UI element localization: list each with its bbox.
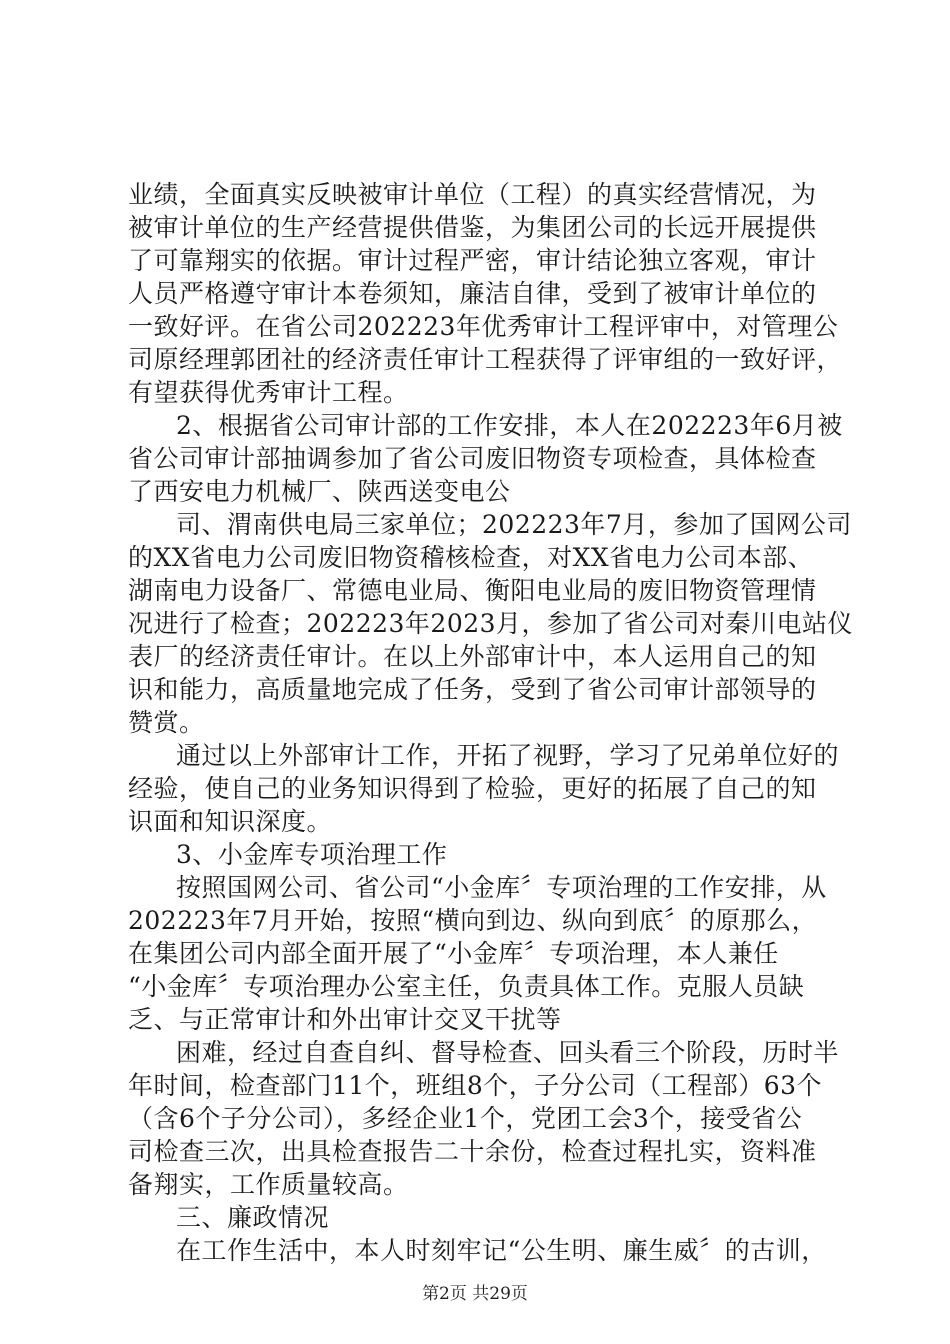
- text-line: 困难，经过自查自纠、督导检查、回头看三个阶段，历时半: [176, 1038, 840, 1067]
- text-line: （含6个子分公司），多经企业1个，党团工会3个，接受省公: [128, 1104, 803, 1133]
- text-line: 通过以上外部审计工作，开拓了视野，学习了兄弟单位好的: [176, 741, 840, 770]
- text-line: 备翔实，工作质量较高。: [128, 1170, 409, 1199]
- text-line: 被审计单位的生产经营提供借鉴，为集团公司的长远开展提供: [128, 213, 817, 242]
- text-line: 湖南电力设备厂、常德电业局、衡阳电业局的废旧物资管理情: [128, 576, 817, 605]
- text-line: 业绩，全面真实反映被审计单位（工程）的真实经营情况，为: [128, 180, 817, 209]
- text-line: 在集团公司内部全面开展了“小金库〞专项治理，本人兼任: [128, 939, 779, 968]
- text-line: 2、根据省公司审计部的工作安排，本人在202223年6月被: [176, 411, 843, 440]
- text-line: 一致好评。在省公司202223年优秀审计工程评审中，对管理公: [128, 312, 839, 341]
- text-line: 表厂的经济责任审计。在以上外部审计中，本人运用自己的知: [128, 642, 817, 671]
- text-line: 了可靠翔实的依据。审计过程严密，审计结论独立客观，审计: [128, 246, 817, 275]
- text-line: 了西安电力机械厂、陕西送变电公: [128, 477, 511, 506]
- text-line: 乏、与正常审计和外出审计交叉干扰等: [128, 1005, 562, 1034]
- text-line: 的XX省电力公司废旧物资稽核检查，对XX省电力公司本部、: [128, 543, 814, 572]
- text-line: 司检查三次，出具检查报告二十余份，检查过程扎实，资料准: [128, 1137, 817, 1166]
- text-line: 司、渭南供电局三家单位；202223年7月，参加了国网公司: [176, 510, 852, 539]
- text-line: 识面和知识深度。: [128, 807, 333, 836]
- text-line: 202223年7月开始，按照“横向到边、纵向到底〞的原那么，: [128, 906, 818, 935]
- text-line: 年时间，检查部门11个，班组8个，子分公司（工程部）63个: [128, 1071, 823, 1100]
- text-line: 在工作生活中，本人时刻牢记“公生明、廉生威〞的古训，: [176, 1236, 827, 1265]
- text-line: 有望获得优秀审计工程。: [128, 378, 409, 407]
- text-line: 识和能力，高质量地完成了任务，受到了省公司审计部领导的: [128, 675, 817, 704]
- text-line: “小金库〞专项治理办公室主任，负责具体工作。克服人员缺: [128, 972, 805, 1001]
- text-line: 赞赏。: [128, 708, 205, 737]
- text-line: 省公司审计部抽调参加了省公司废旧物资专项检查，具体检查: [128, 444, 817, 473]
- text-line: 司原经理郭团社的经济责任审计工程获得了评审组的一致好评，: [128, 345, 843, 374]
- section-heading: 三、廉政情况: [176, 1203, 330, 1232]
- text-line: 况进行了检查；202223年2023月，参加了省公司对秦川电站仪: [128, 609, 854, 638]
- text-line: 按照国网公司、省公司“小金库〞专项治理的工作安排，从: [176, 873, 827, 902]
- text-line: 人员严格遵守审计本卷须知，廉洁自律，受到了被审计单位的: [128, 279, 817, 308]
- text-line: 经验，使自己的业务知识得到了检验，更好的拓展了自己的知: [128, 774, 817, 803]
- section-heading: 3、小金库专项治理工作: [176, 840, 448, 869]
- page-number-footer: 第2页 共29页: [422, 1284, 528, 1304]
